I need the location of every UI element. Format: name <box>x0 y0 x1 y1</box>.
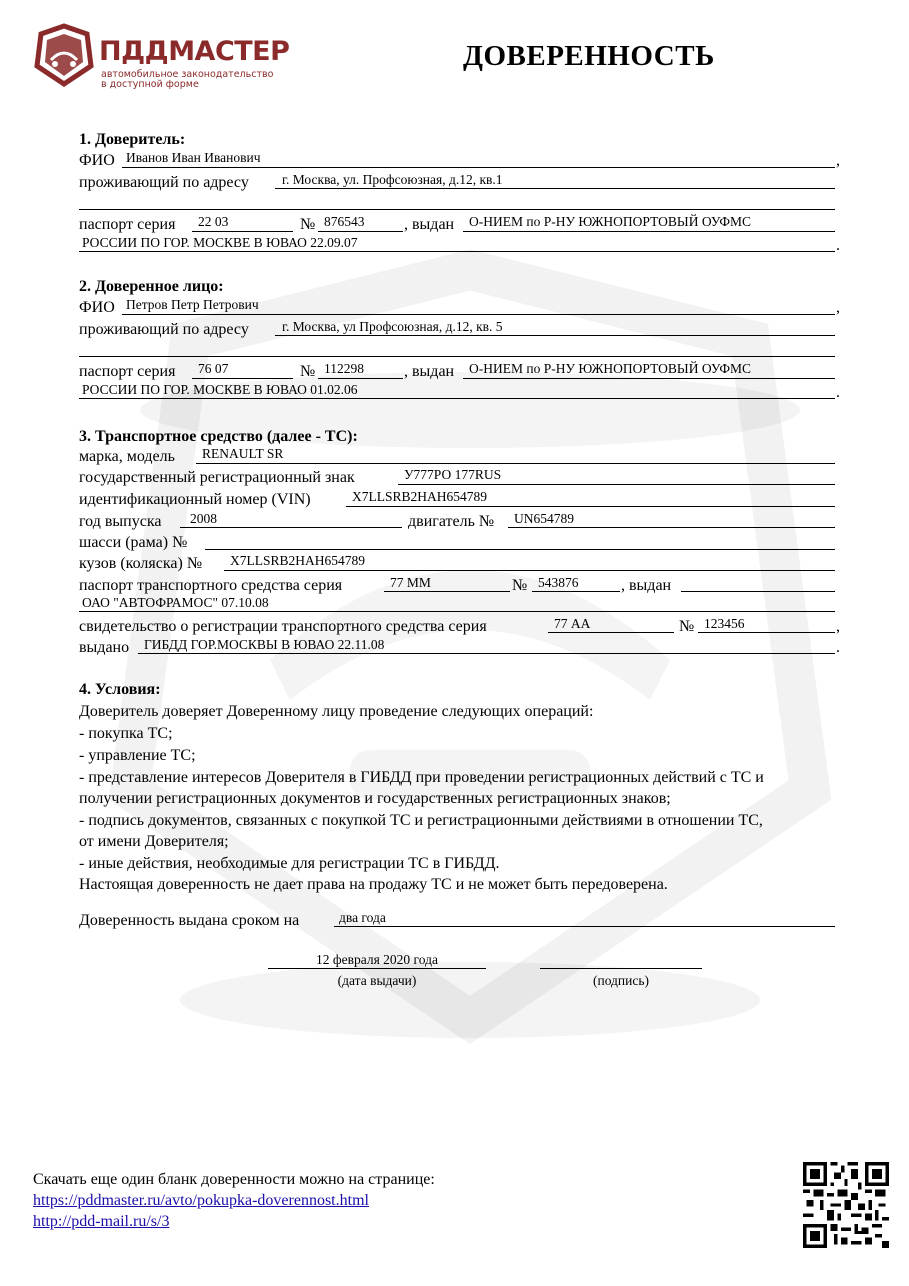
s3-vin-line <box>346 506 835 507</box>
s1-issued-line-2 <box>79 251 835 252</box>
s3-model-label: марка, модель <box>79 448 175 465</box>
s2-pass-no-line <box>318 378 403 379</box>
s2-pass-label: паспорт серия <box>79 363 176 380</box>
s4-line-4: получении регистрационных документов и государственных регистрационных знаков; <box>79 790 671 807</box>
s4-term-line <box>334 926 835 927</box>
s3-pts-issued-label: , выдан <box>621 577 672 594</box>
signature-caption: (подпись) <box>592 973 650 988</box>
s3-pts-no: 543876 <box>538 575 579 590</box>
s2-pass-series-line <box>192 378 293 379</box>
s1-pass-no: 876543 <box>324 214 365 229</box>
s3-year-label: год выпуска <box>79 513 162 530</box>
s1-addr-value: г. Москва, ул. Профсоюзная, д.12, кв.1 <box>282 172 503 187</box>
s3-sts-issued: ГИБДД ГОР.МОСКВЫ В ЮВАО 22.11.08 <box>144 637 385 652</box>
s3-sts-no-line <box>698 632 835 633</box>
logo-tagline-1: автомобильное законодательство <box>101 69 274 80</box>
s3-engine-line <box>508 527 835 528</box>
s3-pts-series-line <box>384 591 510 592</box>
date-caption: (дата выдачи) <box>337 973 417 988</box>
s4-line-8: Настоящая доверенность не дает права на продажу ТС и не может быть передоверена. <box>79 876 668 893</box>
s4-line-5: - подпись документов, связанных с покупкой ТС и регистрационными действиями в отношении ТС, <box>79 812 763 829</box>
s3-pts-issued-line-1 <box>681 591 835 592</box>
s3-body-label: кузов (коляска) № <box>79 555 203 572</box>
s2-issued-label: , выдан <box>404 363 455 380</box>
section-4-heading: 4. Условия: <box>79 681 161 698</box>
s3-comma-1: , <box>836 618 840 635</box>
s3-sts-no-label: № <box>679 618 695 635</box>
s2-addr-line <box>275 335 835 336</box>
s3-sts-series-line <box>548 632 674 633</box>
s3-model-line <box>196 463 835 464</box>
s3-year-line <box>180 527 402 528</box>
s1-issued-2: РОССИИ ПО ГОР. МОСКВЕ В ЮВАО 22.09.07 <box>82 235 358 250</box>
s2-fio-line <box>122 314 835 315</box>
s3-engine-label: двигатель № <box>408 513 495 530</box>
logo-emblem-icon <box>33 22 95 88</box>
s3-sts-issued-label: выдано <box>79 639 130 656</box>
s3-model-value: RENAULT SR <box>202 446 284 461</box>
s2-fio-label: ФИО <box>79 299 115 316</box>
s4-line-3: - представление интересов Доверителя в ГИБДД при проведении регистрационных действий с ТС и <box>79 769 764 786</box>
s2-issued-2: РОССИИ ПО ГОР. МОСКВЕ В ЮВАО 01.02.06 <box>82 382 358 397</box>
s4-line-2: - управление ТС; <box>79 747 196 764</box>
s1-issued-label: , выдан <box>404 216 455 233</box>
footer-link-pddmaster[interactable]: https://pddmaster.ru/avto/pokupka-doverennost.html <box>33 1192 369 1209</box>
date-line <box>268 968 486 969</box>
s3-chassis-label: шасси (рама) № <box>79 534 188 551</box>
s1-fio-value: Иванов Иван Иванович <box>126 150 261 165</box>
footer-link-pdd-mail[interactable]: http://pdd-mail.ru/s/3 <box>33 1213 170 1230</box>
s2-comma-2: . <box>836 384 840 401</box>
s3-pts-no-line <box>532 591 620 592</box>
s2-comma-1: , <box>836 299 840 316</box>
s1-fio-line <box>122 167 835 168</box>
s3-sts-series: 77 АА <box>554 616 591 631</box>
s3-plate-line <box>398 484 835 485</box>
s1-fio-label: ФИО <box>79 152 115 169</box>
s2-pass-no: 112298 <box>324 361 364 376</box>
document-title: ДОВЕРЕННОСТЬ <box>463 40 715 72</box>
s3-pts-no-label: № <box>512 577 528 594</box>
s3-engine-value: UN654789 <box>514 511 574 526</box>
s3-vin-value: X7LLSRB2HAH654789 <box>352 489 488 504</box>
s2-blank-line <box>79 356 835 357</box>
logo-name: ПДДМАСТЕР <box>99 36 290 67</box>
s3-body-line <box>224 570 835 571</box>
s3-year-value: 2008 <box>190 511 217 526</box>
s1-pass-no-line <box>318 231 403 232</box>
logo-tagline-2: в доступной форме <box>101 79 199 90</box>
s1-no-label: № <box>300 216 316 233</box>
s1-comma-2: . <box>836 237 840 254</box>
s1-pass-series-line <box>192 231 293 232</box>
s2-fio-value: Петров Петр Петрович <box>126 297 259 312</box>
s4-line-6: от имени Доверителя; <box>79 833 229 850</box>
s2-issued-1: О-НИЕМ по Р-НУ ЮЖНОПОРТОВЫЙ ОУФМС <box>469 361 752 376</box>
issue-date: 12 февраля 2020 года <box>316 952 438 967</box>
s3-body-value: X7LLSRB2HAH654789 <box>230 553 366 568</box>
s4-line-1: - покупка ТС; <box>79 725 173 742</box>
section-2-heading: 2. Доверенное лицо: <box>79 278 224 295</box>
s1-addr-label: проживающий по адресу <box>79 174 249 191</box>
s3-comma-2: . <box>836 639 840 656</box>
s3-sts-issued-line <box>138 653 835 654</box>
s3-sts-no: 123456 <box>704 616 745 631</box>
section-1-heading: 1. Доверитель: <box>79 131 186 148</box>
s3-chassis-line <box>205 549 835 550</box>
s2-addr-label: проживающий по адресу <box>79 321 249 338</box>
logo <box>33 22 293 92</box>
s1-issued-line-1 <box>463 231 835 232</box>
qr-code-icon <box>803 1162 889 1248</box>
s3-sts-label: свидетельство о регистрации транспортного средства серия <box>79 618 487 635</box>
s4-line-7: - иные действия, необходимые для регистрации ТС в ГИБДД. <box>79 855 500 872</box>
s3-pts-series: 77 ММ <box>390 575 431 590</box>
footer-text: Скачать еще один бланк доверенности можно на странице: <box>33 1171 435 1188</box>
s3-pts-issued-line-2 <box>79 611 835 612</box>
s2-issued-line-1 <box>463 378 835 379</box>
s1-pass-series: 22 03 <box>198 214 229 229</box>
s4-line-0: Доверитель доверяет Доверенному лицу проведение следующих операций: <box>79 703 594 720</box>
s4-term-value: два года <box>339 910 386 925</box>
s3-plate-label: государственный регистрационный знак <box>79 469 355 486</box>
s3-vin-label: идентификационный номер (VIN) <box>79 491 311 508</box>
s4-term-label: Доверенность выдана сроком на <box>79 912 300 929</box>
s3-pts-issued: ОАО "АВТОФРАМОС" 07.10.08 <box>82 595 269 610</box>
s2-issued-line-2 <box>79 398 835 399</box>
s2-no-label: № <box>300 363 316 380</box>
s1-pass-label: паспорт серия <box>79 216 176 233</box>
s1-issued-1: О-НИЕМ по Р-НУ ЮЖНОПОРТОВЫЙ ОУФМС <box>469 214 752 229</box>
signature-line <box>540 968 702 969</box>
s1-comma-1: , <box>836 152 840 169</box>
s2-addr-value: г. Москва, ул Профсоюзная, д.12, кв. 5 <box>282 319 503 334</box>
s3-pts-label: паспорт транспортного средства серия <box>79 577 343 594</box>
section-3-heading: 3. Транспортное средство (далее - ТС): <box>79 428 358 445</box>
s1-addr-line <box>275 188 835 189</box>
s1-blank-line <box>79 209 835 210</box>
s3-plate-value: У777РО 177RUS <box>404 467 502 482</box>
s2-pass-series: 76 07 <box>198 361 229 376</box>
